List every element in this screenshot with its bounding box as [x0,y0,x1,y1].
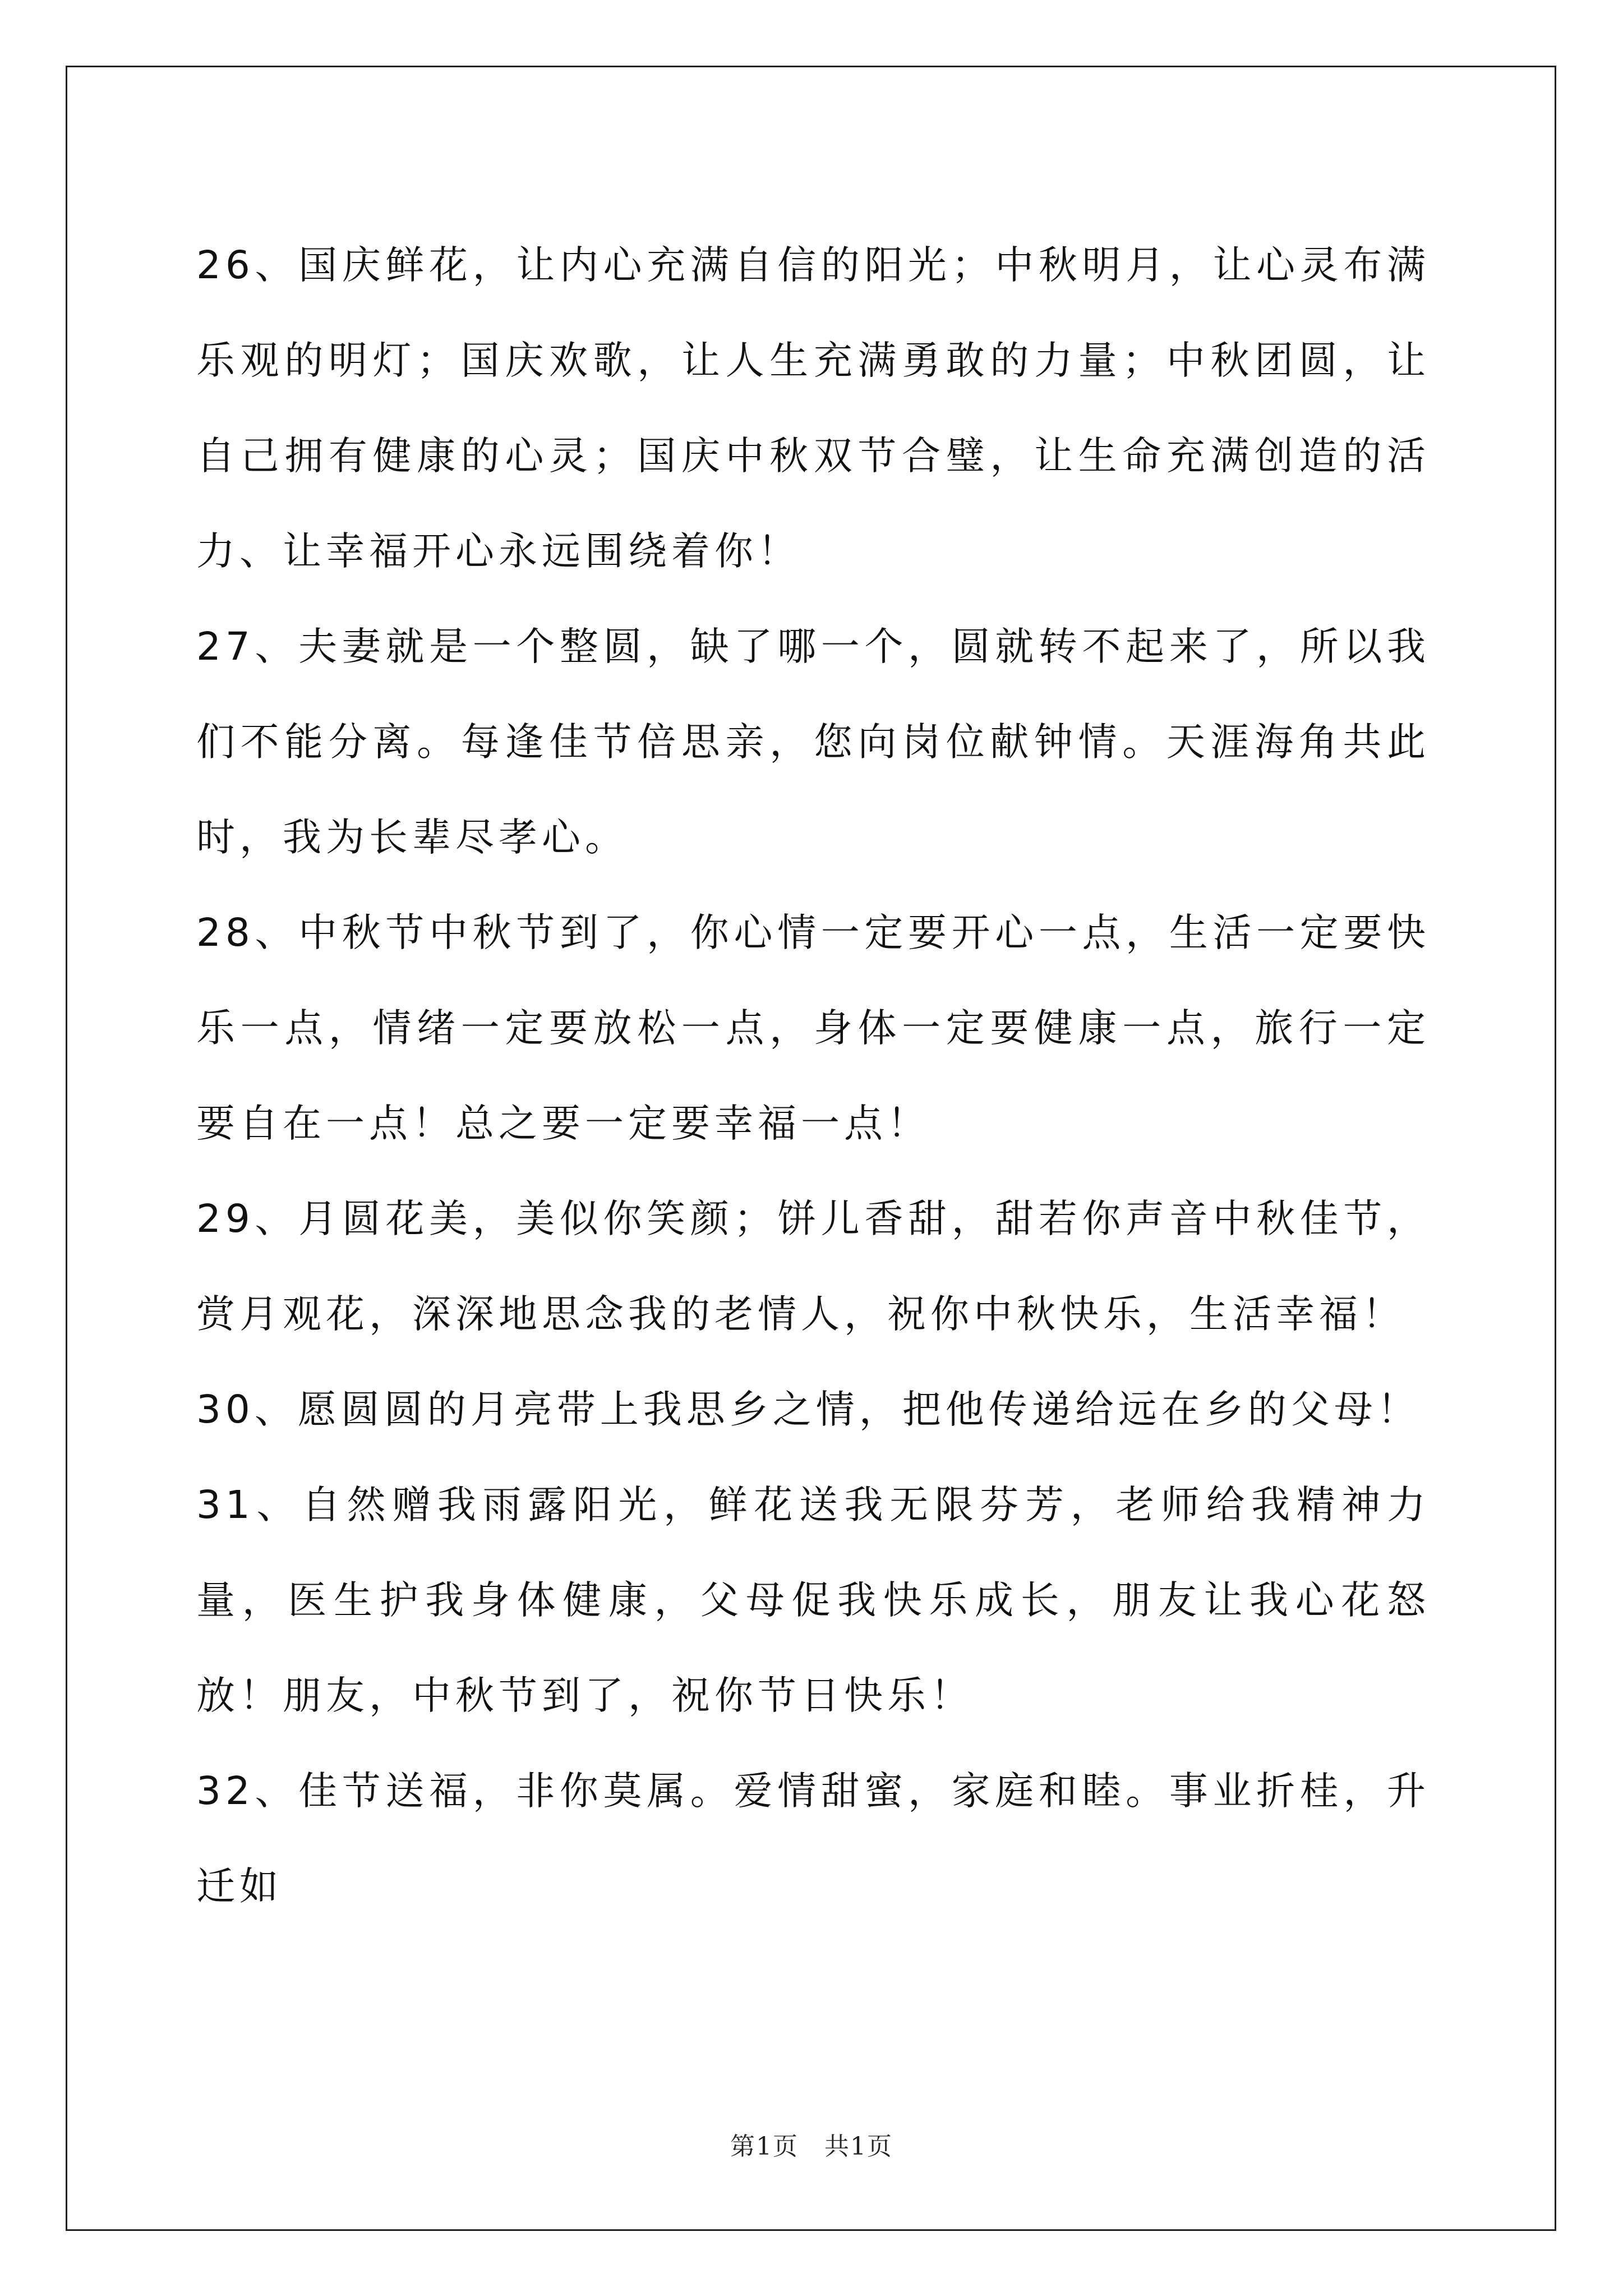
paragraph-30: 30、愿圆圆的月亮带上我思乡之情，把他传递给远在乡的父母！ [196,1387,1421,1432]
paragraph-27: 27、夫妻就是一个整圆，缺了哪一个，圆就转不起来了，所以我们不能分离。每逢佳节倍思亲，您向岗位献钟情。天涯海角共此时，我为长辈尽孝心。 [196,624,1430,860]
page-number-footer: 第1页 共1页 [730,2132,893,2161]
paragraph-32: 32、佳节送福，非你莫属。爱情甜蜜，家庭和睦。事业折桂，升迁如 [196,1769,1430,1909]
document-body [196,218,1430,1934]
paragraph-29: 29、月圆花美，美似你笑颜；饼儿香甜，甜若你声音中秋佳节，赏月观花，深深地思念我的老情人，祝你中秋快乐，生活幸福！ [196,1197,1430,1337]
paragraph-28: 28、中秋节中秋节到了，你心情一定要开心一点，生活一定要快乐一点，情绪一定要放松一点，身体一定要健康一点，旅行一定要自在一点！总之要一定要幸福一点！ [196,910,1430,1146]
paragraph-31: 31、自然赠我雨露阳光，鲜花送我无限芬芳，老师给我精神力量，医生护我身体健康，父母促我快乐成长，朋友让我心花怒放！朋友，中秋节到了，祝你节日快乐！ [196,1483,1430,1718]
paragraph-26: 26、国庆鲜花，让内心充满自信的阳光；中秋明月，让心灵布满乐观的明灯；国庆欢歌，让人生充满勇敢的力量；中秋团圆，让自己拥有健康的心灵；国庆中秋双节合璧，让生命充满创造的活力、让幸福开心永远围绕着你！ [196,243,1430,574]
